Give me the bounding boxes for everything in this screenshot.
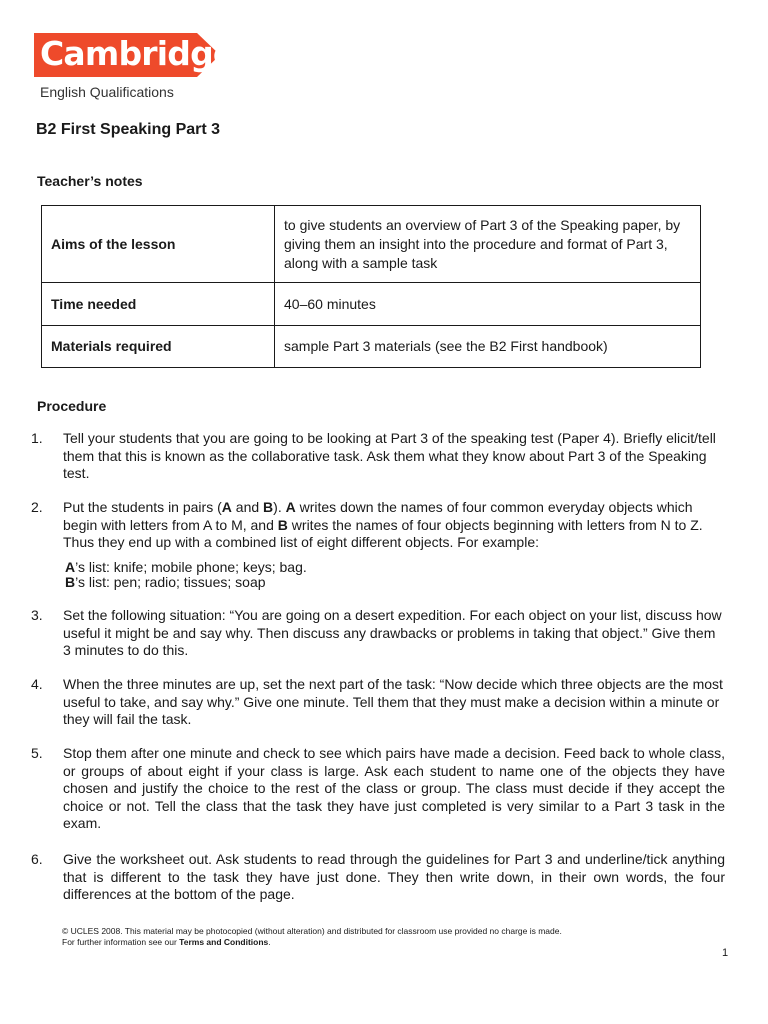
list-item [31,430,725,499]
item-text: Set the following situation: “You are going on a desert expedition. For each object on your list, discuss how useful it might be and say why. Then discuss any drawbacks or problems in taking that object.” Give them 3 minutes to do this. [63,607,722,658]
terms-line: For further information see our Terms and Conditions. [62,937,271,947]
item-text: Tell your students that you are going to be looking at Part 3 of the speaking test (Paper 4). Briefly elicit/tell them that this is known as the collaborative task. Ask them what they know about Part 3 of the Speaking test. [63,430,716,481]
item-number: 2. [31,499,43,515]
page-title: B2 First Speaking Part 3 [36,121,221,138]
item-text: When the three minutes are up, set the next part of the task: “Now decide which three objects are the most useful to take, and say why.” Give one minute. Tell them that they must make a decision within a minute or they will fail the task. [63,676,723,727]
table-key-aims: Aims of the lesson [42,206,275,283]
example-lists: A’s list: knife; mobile phone; keys; bag. B’s list: pen; radio; tissues; soap [65,558,307,590]
table-row [42,206,701,283]
lesson-info-table [41,205,701,368]
item-number: 6. [31,851,43,867]
procedure-heading: Procedure [37,398,107,414]
cambridge-logo [34,33,235,77]
terms-link[interactable]: Terms and Conditions [179,937,269,947]
item-text: Stop them after one minute and check to see which pairs have made a decision. Feed back to whole class, or groups of about eight if your class is large. Ask each student to name one of the objects they have chosen and justify the choice to the rest of the class or group. The class must decide if they accept the choice or not. Tell the class that the task they have just completed is very similar to a Part 3 task in the exam. [63,745,725,831]
logo-text: Cambridge [40,34,235,73]
page-number: 1 [722,947,729,959]
logo-subtitle: English Qualifications [40,84,174,100]
list-item [31,676,725,745]
item-number: 3. [31,607,43,623]
list-item [31,851,725,904]
table-value-materials: sample Part 3 materials (see the B2 First handbook) [275,326,701,368]
item-text: Give the worksheet out. Ask students to read through the guidelines for Part 3 and underline/tick anything that is different to the task they have just done. They then write down, in their own words, the four differences at the bottom of the page. [63,851,725,902]
list-item [31,607,725,676]
table-value-time: 40–60 minutes [275,283,701,326]
item-number: 5. [31,745,43,761]
copyright-footer [62,926,562,948]
item-text: Put the students in pairs (A and B). A writes down the names of four common everyday objects which begin with letters from A to M, and B writes the names of four objects beginning with letters from N to Z. Thus they end up with a combined list of eight different objects. For example: [63,499,703,550]
table-key-materials: Materials required [42,326,275,368]
table-row [42,326,701,368]
table-row [42,283,701,326]
teachers-notes-heading: Teacher’s notes [37,173,143,189]
item-number: 1. [31,430,43,446]
copyright-line: © UCLES 2008. This material may be photocopied (without alteration) and distributed for classroom use provided no charge is made. [62,926,562,936]
list-item [31,499,725,607]
table-value-aims: to give students an overview of Part 3 of the Speaking paper, by giving them an insight into the procedure and format of Part 3, along with a sample task [275,206,701,283]
table-key-time: Time needed [42,283,275,326]
procedure-list [31,430,725,904]
list-item [31,745,725,851]
item-number: 4. [31,676,43,692]
